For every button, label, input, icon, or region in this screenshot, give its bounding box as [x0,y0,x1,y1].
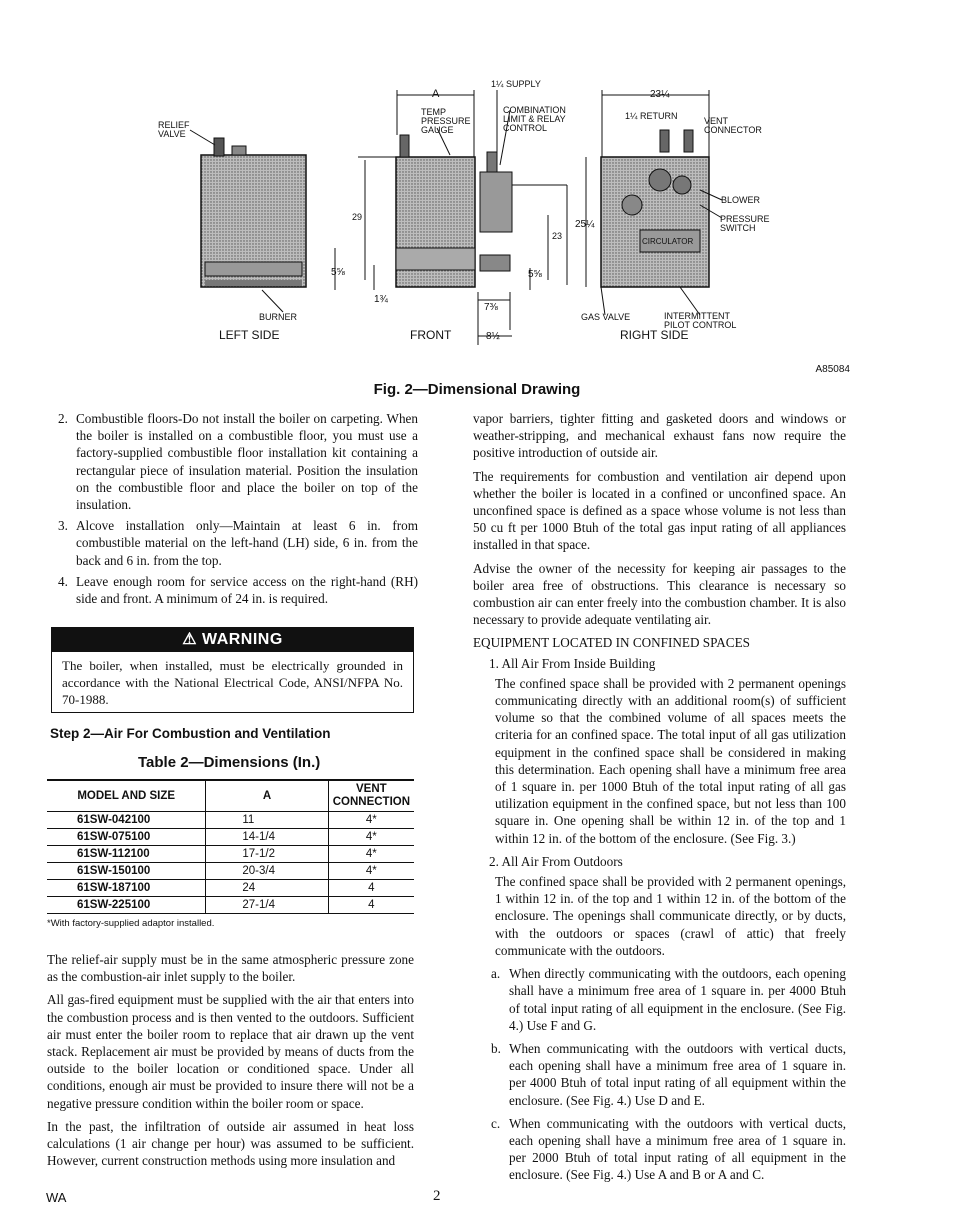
header-vent: VENT CONNECTION [328,780,414,812]
cell-vent: 4 [328,880,414,897]
cell-vent: 4* [328,812,414,829]
dimensional-drawing [0,0,954,380]
list-item-text: Alcove installation only—Maintain at least 6 in. from combustible material on the left-hand (LH) side, 6 in. from the back and 6 in. from the top. [76,518,418,568]
cell-model: 61SW-075100 [47,829,206,846]
subsection-text: The confined space shall be provided with 2 permanent openings, 1 within 12 in. of the top and 1 within 12 in. of the bottom of the enclosure. The openings shall communicate directly, or by ducts, with the outdoors or spaces (crawl of attic) that freely communicate with the outdoors. [495,874,846,958]
left-column-list [58,410,418,611]
list-item-number: 3. [58,518,68,534]
label-left-side: LEFT SIDE [219,328,280,342]
label-front: FRONT [410,328,452,342]
label-burner: BURNER [259,312,298,322]
cell-model: 61SW-187100 [47,880,206,897]
section-heading: EQUIPMENT LOCATED IN CONFINED SPACES [473,635,750,651]
figure-caption: Fig. 2—Dimensional Drawing [373,381,581,398]
dim-23: 23 [552,231,563,241]
list-item-text: Leave enough room for service access on the right-hand (RH) side and front. A minimum of 24 in. is required. [76,573,418,607]
label-circulator: CIRCULATOR [642,237,694,246]
label-supply: 1¼ SUPPLY [491,79,541,89]
sub-item-text: When communicating with the outdoors with vertical ducts, each opening shall have a minimum free area of 1 square in. per 2000 Btuh of total input rating of all equipment in the enclosure. (See Fig. 4.) Use A and B or A and C. [509,1115,846,1183]
subsection-title: 1. All Air From Inside Building [489,655,656,671]
list-item [58,517,418,569]
figure-code: A85084 [815,364,850,375]
cell-vent: 4* [328,863,414,880]
label-temp-gauge: TEMP PRESSURE GAUGE [421,107,471,135]
paragraph: All gas-fired equipment must be supplied with the air that enters into the combustion process and is then vented to the outdoors. Sufficient air must enter the boiler room to replace that air drawn up the vent stack. Replacement air must be provided by means of ducts from the outside to the boiler location or conditioned space. Under all conditions, enough air must be provided to insure there will not be a negative pressure condition within the boiler room or space. [47,992,414,1111]
header-a: A [206,780,328,812]
dim-58-b: 5⅝ [528,269,542,280]
dim-a: A [432,88,440,100]
list-item-number: 4. [58,573,68,589]
dim-234: 23¼ [650,89,670,100]
paragraph: In the past, the infiltration of outside air assumed in heat loss calculations (1 air change per hour) was assumed to be sufficient. However, current construction methods using more insulation and [47,1118,414,1169]
list-item [58,410,418,513]
sub-item [473,965,846,1034]
warning-title: ⚠ WARNING [52,628,413,652]
table-row [47,812,414,829]
cell-vent: 4* [328,829,414,846]
sub-item-letter: a. [491,966,501,982]
label-vent-connector: VENT CONNECTOR [704,116,762,135]
label-combination: COMBINATION LIMIT & RELAY CONTROL [503,105,566,133]
sub-item-text: When communicating with the outdoors with vertical ducts, each opening shall have a minimum free area of 1 square in. per 4000 Btuh of total input rating of all equipment within the enclosure. (See Fig. 4.) Use D and E. [509,1040,846,1108]
table-header-row [47,780,414,812]
paragraph: Advise the owner of the necessity for keeping air passages to the boiler area free of obstructions. This clearance is necessary so combustion air can enter freely into the combustion chamber. It is also necessary to provide adequate ventilating air. [473,560,846,628]
paragraph: vapor barriers, tighter fitting and gasketed doors and windows or weather-stripping, and mechanical exhaust fans now require the positive introduction of outside air. [473,411,846,461]
header-model: MODEL AND SIZE [47,780,206,812]
right-side-view [586,90,722,315]
cell-model: 61SW-042100 [47,812,206,829]
dimensions-table [47,779,414,914]
cell-vent: 4 [328,897,414,914]
cell-vent: 4* [328,846,414,863]
paragraph: The requirements for combustion and ventilation air depend upon whether the boiler is located in a confined or unconfined space. An unconfined space is defined as a space whose volume is not less than 50 cu ft per 1000 Btuh of the total gas input rating of all appliances installed in that space. [473,468,846,553]
list-item-text: Combustible floors-Do not install the boiler on carpeting. When the boiler is installed on a combustible floor, you must use a factory-supplied combustible floor installation kit containing a rectangular piece of insulation material. Position the insulation on the combustible floor and place the boiler on top of the insulation. [76,411,418,513]
table-note: *With factory-supplied adaptor installed. [47,918,215,929]
right-column [473,410,846,1190]
sub-item-letter: c. [491,1115,501,1131]
table-title: Table 2—Dimensions (In.) [138,754,321,771]
step-heading: Step 2—Air For Combustion and Ventilation [50,726,331,741]
sub-item-text: When directly communicating with the outdoors, each opening shall have a minimum free area of 1 square in. per 4000 Btuh of total input rating of all equipment in the enclosure. (See Fig. 4.) Use F and G. [509,966,846,1033]
table-row [47,880,414,897]
label-right-side: RIGHT SIDE [620,328,689,342]
paragraph: The relief-air supply must be in the same atmospheric pressure zone as the combustion-air inlet supply to the boiler. [47,952,414,985]
left-column-body [47,951,414,1175]
table-row [47,863,414,880]
label-pilot-control: INTERMITTENT PILOT CONTROL [664,311,737,330]
cell-a: 27-1/4 [206,897,328,914]
label-return: 1¼ RETURN [625,111,678,121]
label-relief-valve: RELIEF VALVE [158,120,190,139]
dim-738: 7⅜ [484,302,498,313]
subsection-title: 2. All Air From Outdoors [489,853,623,869]
dim-812: 8½ [486,331,500,342]
dim-134: 1¾ [374,294,388,305]
table-row [47,897,414,914]
footer-code: WA [46,1190,67,1205]
list-item-number: 2. [58,411,68,426]
cell-a: 17-1/2 [206,846,328,863]
left-side-view [190,130,306,312]
warning-box [51,627,414,713]
cell-model: 61SW-112100 [47,846,206,863]
subsection-text: The confined space shall be provided with 2 permanent openings communicating directly with an additional room(s) of sufficient volume so that the combined volume of all spaces meets the criteria for an confined space. The total input of all gas utilization equipment in the confined space shall be considered in making this determination. Each opening shall have a minimum free area of 1 square in. per 1000 Btuh of the total input rating of all gas utilization equipment in the confined space, but not less than 100 square in. One opening shall be within 12 in. of the top and 1 within 12 in. of the bottom of the enclosure. (See Fig. 3.) [495,675,846,846]
label-pressure-switch: PRESSURE SWITCH [720,214,770,233]
sub-item-letter: b. [491,1040,501,1056]
cell-model: 61SW-225100 [47,897,206,914]
cell-a: 24 [206,880,328,897]
cell-a: 11 [206,812,328,829]
dim-25: 25¼ [575,219,595,230]
list-item [58,573,418,607]
cell-a: 20-3/4 [206,863,328,880]
cell-a: 14-1/4 [206,829,328,846]
table-row [47,846,414,863]
sub-item [473,1115,846,1184]
dim-58-a: 5⅝ [331,267,345,278]
warning-text: The boiler, when installed, must be electrically grounded in accordance with the National Electrical Code, ANSI/NFPA No. 70-1988. [62,658,403,707]
label-blower: BLOWER [721,195,761,205]
label-gas-valve: GAS VALVE [581,312,631,322]
sub-item [473,1040,846,1109]
page-number: 2 [433,1188,441,1204]
dim-29: 29 [352,212,363,222]
table-row [47,829,414,846]
cell-model: 61SW-150100 [47,863,206,880]
